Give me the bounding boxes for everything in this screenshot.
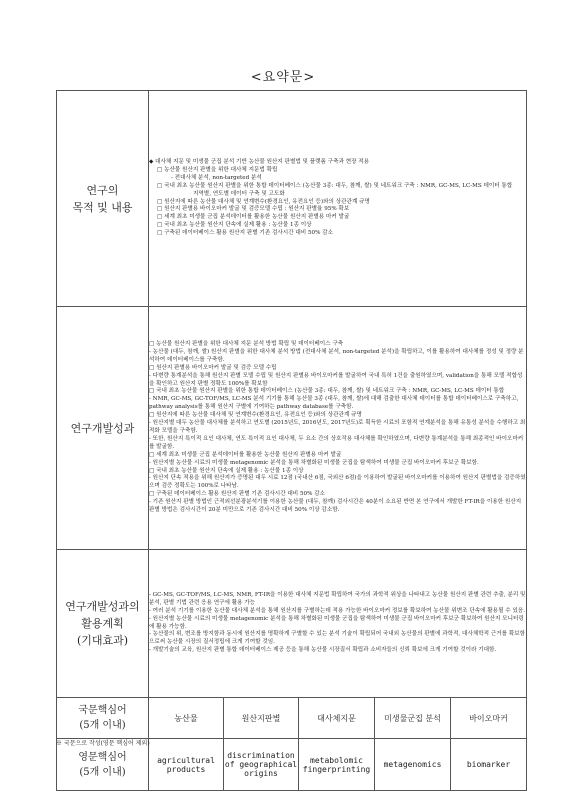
summary-title: <요약문>	[250, 70, 316, 85]
keyword-ko: 바이오마커	[451, 698, 527, 739]
footnote: ※ 국문으로 작성(영문 핵심어 제외)	[56, 740, 150, 747]
content-line: □ 원산지 판별용 바이오마커 발굴 및 검증 모델 수립	[149, 364, 277, 371]
label-line: (기대효과)	[76, 634, 129, 647]
keyword-en: metagenomics	[375, 739, 451, 791]
content-line: 지역별, 연도별 데이터 구축 및 고도화	[193, 190, 285, 197]
summary-table	[56, 90, 527, 791]
content-line: - 개발기술의 교육, 원산지 판별 통합 데이터베이스 제공 등을 통해 농산물 시장질서 확립과 소비자들의 신뢰 확보에 크게 기여할 것이라 기대함.	[149, 647, 497, 654]
content-line: □ 국내 최초 농산물 원산지 단속에 실제 활용 : 농산물 1종 이상	[157, 222, 312, 229]
keyword-en: agricultural products	[149, 739, 224, 791]
section-row-plan	[57, 550, 527, 698]
content-line: - NMR, GC-MS, GC-TOF/MS, LC-MS 분석 기기를 통해 농산물 3종 (대두, 참깨, 쌀)에 대해 검출한 대사체 데이터를 통합 데이터베이스로 구축하고, pathway analysis를 통해 원산지 구별에 기여하는 pathway database를 구축함.	[149, 396, 519, 411]
label-line: (5개 이내)	[79, 720, 126, 731]
section-content-plan	[149, 550, 527, 698]
content-line: □ 구축된 데이터베이스 활용 원산지 판별 기존 검사시간 대비 50% 감소	[149, 491, 325, 498]
content-line: - 원산지별 대두 농산물 대사체를 분석하고 연도별 (2015년도, 2016년도, 2017년도)로 획득한 시료의 포함적 연계분석을 통해 유통성 분석을 수행하고 최적화 모델을 구축함.	[149, 420, 526, 434]
content-line: - 농산물의 위, 변조를 방지함과 동시에 원산지를 명확하게 구별할 수 있는 분석 기술이 확립되어 국내외 농산물의 판별에 과학적, 대사체학적 근거를 확보함으로써 농산물 시장의 질서정립에 크게 기여할 것임.	[149, 631, 526, 646]
section-label-purpose	[57, 91, 149, 307]
content-line: □ 농산물 원산지 판별을 위한 대사체 지문 분석 방법 확립 및 데이터베이스 구축	[149, 341, 344, 348]
content-line: - 다변량 통계분석을 통해 원산지 판별 모델 수립 및 원산지 판별용 바이오마커를 발굴하여 국내 특허 1건을 출원하였으며, validation을 통해 모델 적합성을 확인하고 원산지 판별 정확도 100%를 확보함	[149, 372, 523, 387]
content-line: - GC-MS, GC-TOF/MS, LC-MS, NMR, FT-IR을 이용한 대사체 지문법 확립하여 국가의 과학적 위상을 나타내고 농산물 원산지 판별 관련 추출, 분리 및 분석, 판별 기법 관련 응용 연구에 활용 가능	[149, 591, 526, 606]
content-line: □ 원산지에 따른 농산물 대사체 및 연계변수(환경요인, 유전요인 등)와의 상관관계 규명	[157, 198, 370, 205]
content-line: □ 국내 최초 농산물 원산지 단속에 실제 활용 : 농산물 1종 이상	[149, 467, 304, 474]
label-line: 연구의	[86, 183, 119, 197]
keyword-en: discrimination of geographical origins	[224, 739, 299, 791]
content-line: - 원산지별 농산물 시료의 미생물 metagenomic 분석을 통해 차별화된 미생물 군집을 탐색하여 미생물 군집 바이오마커 후보군 확보함.	[149, 459, 479, 466]
keyword-en: biomarker	[451, 739, 527, 791]
section-label-plan	[57, 550, 149, 698]
content-line: - 원산지별 농산물 시료의 미생물 metagenomic 분석을 통해 차별화된 미생물 군집을 탐색하여 미생물 군집 바이오마커 후보군 확보하여 원산지 모니터링에 활용 가능함.	[149, 615, 524, 630]
label-line: 목적 및 내용	[72, 200, 133, 214]
content-line: □ 구축된 데이터베이스 활용 원산지 판별 기존 검사시간 대비 50% 감소	[157, 230, 333, 237]
keywords-ko-row	[57, 698, 527, 739]
content-line: - 또한, 원산지 특이적 요인 대사체, 연도 특이적 요인 대사체, 두 요소 간의 상호작용 대사체를 확인하였으며, 다변량 통계분석을 통해 최종적인 바이오마커를 발굴함.	[149, 435, 524, 450]
content-line: □ 원산지 판별용 바이오마커 발굴 및 검증모델 수립 : 원산지 판별율 95% 확보	[157, 206, 350, 213]
content-line: - 전대사체 분석, non-targeted 분석	[171, 174, 262, 181]
keyword-ko: 대사체지문	[299, 698, 375, 739]
content-line: - 농산물 (대두, 참깨, 쌀) 원산지 판별을 위한 대사체 분석 방법 (전대사체 분석, non-targeted 분석)을 확립하고, 이를 활용하여 대사체를 정성 및 정량 분석하여 데이터베이스를 구축함.	[149, 348, 524, 363]
content-line: - 여러 분석 기기를 이용한 농산물 대사체 분석을 통해 원산지를 구별하는데 적용 가능한 바이오마커 정보를 확보하여 농산물 위변조 단속에 활용될 수 있음.	[149, 607, 526, 614]
label-line: 연구개발성과의	[65, 600, 140, 613]
keyword-ko: 미생물군집 분석	[375, 698, 451, 739]
keywords-ko-label	[57, 698, 149, 739]
keyword-ko: 농산물	[149, 698, 224, 739]
label-line: (5개 이내)	[79, 766, 126, 778]
section-content-purpose	[149, 91, 527, 307]
content-line: □ 세계 최초 미생물 군집 분석데이터를 활용한 농산물 원산지 판별용 마커 발굴	[149, 451, 342, 458]
label-line: 활용계획	[81, 617, 124, 630]
section-row-results	[57, 307, 527, 550]
keyword-en: metabolomic fingerprinting	[299, 739, 375, 791]
keyword-ko: 원산지판별	[224, 698, 299, 739]
content-line: - 원산지 단속 적용을 위해 원산지가 증명된 대두 시료 12점 (국내산 6점, 국외산 6점)을 이용하여 발굴된 바이오마커를 이용하여 원산지 판별법을 검증하였으며 검증 정확도는 100%로 나타남.	[149, 475, 526, 490]
section-content-results	[149, 307, 527, 550]
content-line: □ 국내 최초 농산물 원산지 판별을 위한 통합 데이터베이스 (농산물 3종: 대두, 참깨, 쌀) 및 네트워크 구축 : NMR, GC-MS, LC-MS 데이터 통합	[149, 388, 505, 395]
content-line: □ 농산물 원산지 판별을 위한 대사체 지문법 확립	[157, 166, 278, 173]
content-line: □ 세계 최초 미생물 군집 분석데이터를 활용한 농산물 원산지 판별용 마커 발굴	[157, 214, 350, 221]
content-line: □ 원산지에 따른 농산물 대사체 및 연계변수(환경요인, 유전요인 등)와의 상관관계 규명	[149, 412, 362, 419]
label-line: 연구개발성과	[70, 421, 135, 435]
label-line: 국문핵심어	[78, 705, 127, 716]
content-line: - 기존 원산지 판별 방법인 근적외선분광분석기를 이용한 농산물 (대두, 참깨) 검사시간은 40분이 소요된 반면 본 연구에서 개발한 FT-IR을 이용한 원산지 판별 방법은 검사시간이 20분 미만으로 기존 검사시간 대비 50% 이상 감소함.	[149, 499, 522, 514]
section-label-results	[57, 307, 149, 550]
content-line: □ 국내 최초 농산물 원산지 판별을 위한 통합 데이터베이스 (농산물 3종: 대두, 참깨, 쌀) 및 네트워크 구축 : NMR, GC-MS, LC-MS 데이터 통합	[157, 182, 513, 189]
label-line: 영문핵심어	[78, 751, 127, 763]
content-line: ◆ 대사체 지문 및 미생물 군집 분석 기반 농산물 원산지 판별법 및 플랫폼 구축과 현장 적용	[149, 158, 370, 165]
section-row-purpose	[57, 91, 527, 307]
